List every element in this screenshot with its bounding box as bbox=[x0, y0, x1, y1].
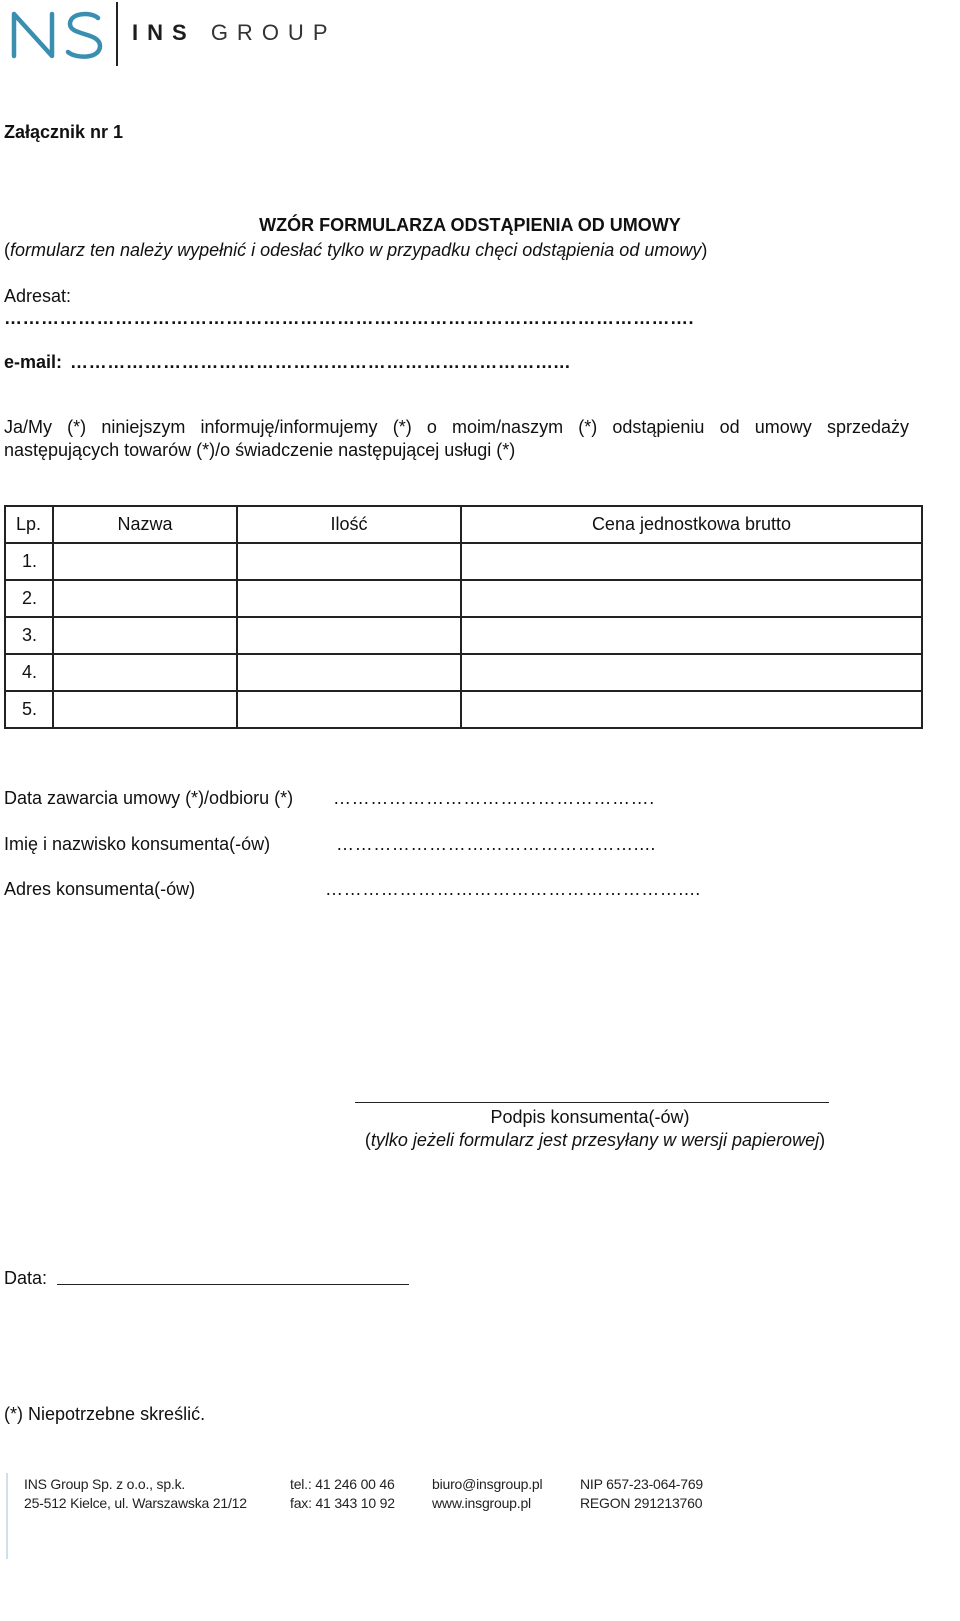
row-number: 1. bbox=[5, 543, 53, 580]
company-logo-text bbox=[132, 20, 337, 46]
cell-ilosc[interactable] bbox=[237, 543, 461, 580]
cell-ilosc[interactable] bbox=[237, 617, 461, 654]
company-logo-mark bbox=[8, 4, 108, 67]
footer-accent-bar bbox=[6, 1473, 8, 1559]
consumer-name-field[interactable]: ………………………………………….... bbox=[336, 834, 657, 854]
cell-ilosc[interactable] bbox=[237, 580, 461, 617]
email-label: e-mail: bbox=[4, 352, 63, 372]
header-nazwa: Nazwa bbox=[53, 506, 237, 543]
cell-nazwa[interactable] bbox=[53, 617, 237, 654]
footer-contact bbox=[432, 1475, 542, 1513]
email-field[interactable]: ……………………………………………………………………... bbox=[70, 352, 571, 372]
header-lp: Lp. bbox=[5, 506, 53, 543]
header-cena: Cena jednostkowa brutto bbox=[461, 506, 922, 543]
table-row bbox=[5, 654, 922, 691]
ns-logo-icon bbox=[8, 4, 108, 62]
email-row bbox=[4, 352, 570, 373]
cell-nazwa[interactable] bbox=[53, 580, 237, 617]
footer-nip: NIP 657-23-064-769 bbox=[580, 1476, 704, 1492]
footer-fax: fax: 41 343 10 92 bbox=[290, 1495, 395, 1511]
row-number: 5. bbox=[5, 691, 53, 728]
table-row bbox=[5, 617, 922, 654]
signature-note bbox=[300, 1130, 890, 1151]
cell-ilosc[interactable] bbox=[237, 691, 461, 728]
contract-date-field[interactable]: ……………………………………………. bbox=[333, 788, 655, 808]
cell-ilosc[interactable] bbox=[237, 654, 461, 691]
sig-note-open: ( bbox=[364, 1130, 371, 1150]
sig-note-close: ) bbox=[819, 1130, 826, 1150]
footer-www[interactable]: www.insgroup.pl bbox=[432, 1495, 531, 1511]
subtitle-text: formularz ten należy wypełnić i odesłać tylko w przypadku chęci odstąpienia od umowy bbox=[10, 240, 702, 260]
annex-label: Załącznik nr 1 bbox=[4, 122, 124, 142]
footer-company bbox=[24, 1475, 247, 1513]
form-title: WZÓR FORMULARZA ODSTĄPIENIA OD UMOWY bbox=[259, 215, 681, 235]
cell-nazwa[interactable] bbox=[53, 543, 237, 580]
form-subtitle bbox=[4, 240, 707, 261]
footer-company-name: INS Group Sp. z o.o., sp.k. bbox=[24, 1476, 186, 1492]
row-number: 2. bbox=[5, 580, 53, 617]
footer-registry bbox=[580, 1475, 703, 1513]
logo-brand-bold: INS bbox=[132, 20, 196, 45]
footer-email[interactable]: biuro@insgroup.pl bbox=[432, 1476, 543, 1492]
cell-nazwa[interactable] bbox=[53, 691, 237, 728]
cell-cena[interactable] bbox=[461, 580, 922, 617]
date-field[interactable] bbox=[57, 1284, 409, 1285]
consumer-name-label: Imię i nazwisko konsumenta(-ów) bbox=[4, 834, 271, 854]
footer-phone bbox=[290, 1475, 395, 1513]
row-number: 4. bbox=[5, 654, 53, 691]
subtitle-open: ( bbox=[4, 240, 10, 260]
row-number: 3. bbox=[5, 617, 53, 654]
consumer-address-field[interactable]: ………………………………………………….... bbox=[325, 879, 701, 899]
signature-label: Podpis konsumenta(-ów) bbox=[490, 1107, 690, 1127]
footer-address: 25-512 Kielce, ul. Warszawska 21/12 bbox=[24, 1495, 247, 1511]
consumer-address-label: Adres konsumenta(-ów) bbox=[4, 879, 196, 899]
contract-date-label: Data zawarcia umowy (*)/odbioru (*) bbox=[4, 788, 294, 808]
sig-note-text: tylko jeżeli formularz jest przesyłany w wersji papierowej bbox=[370, 1130, 820, 1150]
footer-regon: REGON 291213760 bbox=[580, 1495, 703, 1511]
table-row bbox=[5, 580, 922, 617]
date-label: Data: bbox=[4, 1268, 48, 1288]
withdrawal-statement: Ja/My (*) niniejszym informuję/informujemy (*) o moim/naszym (*) odstąpieniu od umowy sprzedaży następujących towarów (*)/o świadczenie następującej usługi (*) bbox=[4, 417, 909, 460]
goods-table bbox=[4, 505, 923, 729]
addressee-field[interactable]: …………………………………………………………………………………………………. bbox=[4, 308, 695, 328]
footnote: (*) Niepotrzebne skreślić. bbox=[4, 1404, 206, 1424]
addressee-label: Adresat: bbox=[4, 286, 72, 306]
logo-brand-light: GROUP bbox=[210, 20, 337, 45]
cell-cena[interactable] bbox=[461, 543, 922, 580]
header-ilosc: Ilość bbox=[237, 506, 461, 543]
cell-cena[interactable] bbox=[461, 654, 922, 691]
subtitle-close: ) bbox=[701, 240, 708, 260]
footer-tel: tel.: 41 246 00 46 bbox=[290, 1476, 395, 1492]
cell-cena[interactable] bbox=[461, 617, 922, 654]
table-row bbox=[5, 543, 922, 580]
signature-line[interactable] bbox=[355, 1102, 829, 1103]
logo-separator bbox=[116, 2, 118, 66]
cell-cena[interactable] bbox=[461, 691, 922, 728]
cell-nazwa[interactable] bbox=[53, 654, 237, 691]
table-row bbox=[5, 691, 922, 728]
table-header-row bbox=[5, 506, 922, 543]
